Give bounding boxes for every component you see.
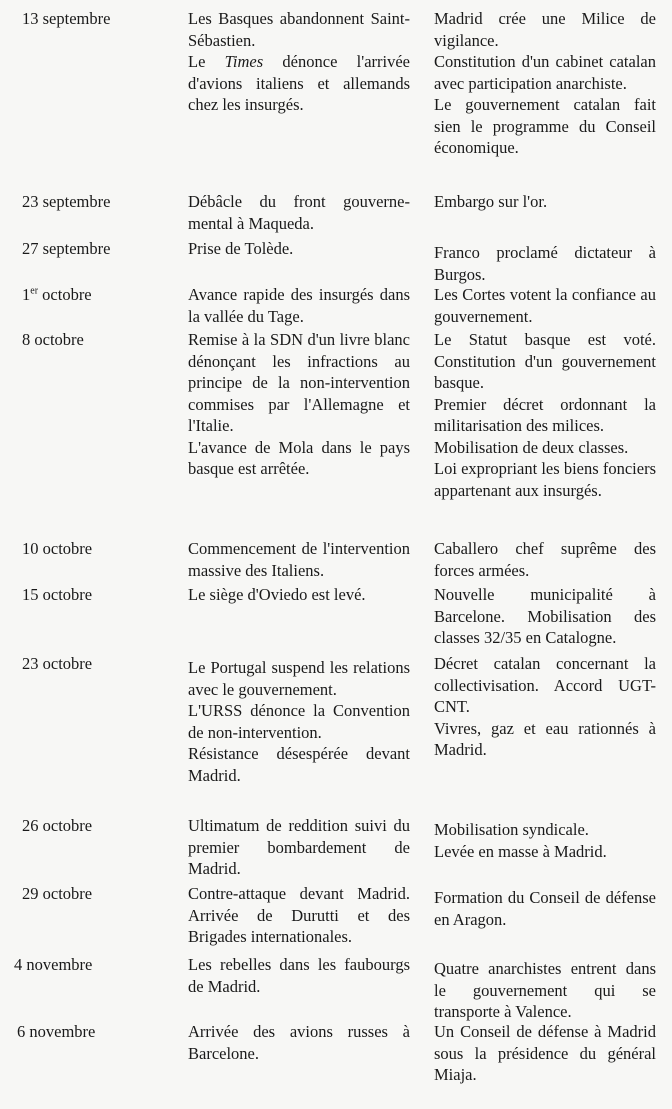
event-text-italic: Times [224, 52, 264, 71]
event-text: Prise de Tolède. [188, 239, 294, 258]
events-column [188, 329, 410, 480]
politics-text: Un Conseil de défense à Madrid sous la présidence du général Miaja. [434, 1022, 656, 1084]
events-column [188, 657, 410, 786]
row-date: 23 septembre [22, 192, 111, 211]
event-text: Remise à la SDN d'un livre blanc dénonçant les infractions au principe de la non-intervention commises par l'Allemagne et l'Italie. [188, 330, 410, 435]
politics-text: Caballero chef suprême des forces armées. [434, 539, 656, 580]
events-column [188, 284, 410, 327]
date-ordinal: er [30, 285, 39, 297]
date-day: 1 [22, 285, 31, 304]
events-column [188, 883, 410, 948]
politics-column [434, 584, 656, 649]
politics-column [434, 284, 656, 327]
politics-text: Les Cortes votent la confiance au gouvernement. [434, 285, 656, 326]
event-text: Le Portugal suspend les relations avec le gouvernement. [188, 658, 410, 699]
event-text: Les Basques abandonnent Saint-Sébastien. [188, 9, 410, 50]
politics-text: Premier décret ordonnant la militarisation des milices. [434, 394, 656, 435]
event-text [188, 51, 410, 116]
event-text: Débâcle du front gouverne-mental à Maqueda. [188, 192, 410, 233]
row-date [22, 284, 172, 305]
events-column [188, 238, 410, 260]
row-date: 29 octobre [22, 884, 93, 903]
event-text: L'URSS dénonce la Convention de non-intervention. [188, 701, 410, 742]
row-date: 10 octobre [22, 539, 93, 558]
politics-column [434, 958, 656, 1023]
politics-column [434, 8, 656, 159]
politics-column [434, 191, 656, 213]
event-text-part: dénonce l'arrivée d'avions italiens et allemands chez les insurgés. [188, 52, 410, 114]
event-text: L'avance de Mola dans le pays basque est arrêtée. [188, 437, 410, 478]
events-column [188, 8, 410, 116]
politics-text: Mobilisation syndicale. [434, 820, 589, 839]
event-text: Contre-attaque devant Madrid. Arrivée de Durutti et des Brigades internationales. [188, 884, 410, 946]
row-date: 23 octobre [22, 654, 93, 673]
politics-column [434, 329, 656, 501]
row-date: 15 octobre [22, 585, 93, 604]
politics-text: Levée en masse à Madrid. [434, 841, 607, 861]
row-date: 26 octobre [22, 816, 93, 835]
politics-text: Formation du Conseil de défense en Aragon. [434, 888, 656, 929]
politics-column [434, 538, 656, 581]
politics-column [434, 887, 656, 930]
events-column [188, 191, 410, 234]
event-text: Ultimatum de reddition suivi du premier bombardement de Madrid. [188, 816, 410, 878]
event-text: Les rebelles dans les faubourgs de Madrid. [188, 955, 410, 996]
row-date: 8 octobre [22, 330, 84, 349]
politics-column [434, 1021, 656, 1086]
politics-text: Mobilisation de deux classes. [434, 437, 629, 457]
date-month: octobre [38, 285, 92, 304]
politics-column [434, 653, 656, 761]
politics-text: Nouvelle municipalité à Barcelone. Mobilisation des classes 32/35 en Catalogne. [434, 585, 656, 647]
politics-text: Décret catalan concernant la collectivisation. Accord UGT-CNT. [434, 654, 656, 716]
politics-text: Le Statut basque est voté. Constitution d'un gouvernement basque. [434, 330, 656, 392]
politics-text: Embargo sur l'or. [434, 192, 548, 211]
politics-text: Vivres, gaz et eau rationnés à Madrid. [434, 718, 656, 759]
event-text: Résistance désespérée devant Madrid. [188, 744, 410, 785]
event-text-part: Le [188, 52, 225, 71]
row-date: 13 septembre [22, 9, 111, 28]
event-text: Le siège d'Oviedo est levé. [188, 585, 366, 604]
events-column [188, 538, 410, 581]
events-column [188, 584, 410, 606]
row-date: 6 novembre [17, 1022, 96, 1041]
politics-text: Loi expropriant les biens fonciers appartenant aux insurgés. [434, 459, 656, 500]
politics-text: Franco proclamé dictateur à Burgos. [434, 243, 656, 284]
events-column [188, 815, 410, 880]
event-text: Commencement de l'intervention massive des Italiens. [188, 539, 410, 580]
row-date: 4 novembre [14, 955, 93, 974]
events-column [188, 954, 410, 997]
row-date: 27 septembre [22, 239, 111, 258]
politics-text: Le gouvernement catalan fait sien le programme du Conseil économique. [434, 95, 656, 157]
event-text: Avance rapide des insurgés dans la vallée du Tage. [188, 285, 410, 326]
politics-text: Madrid crée une Milice de vigilance. [434, 9, 656, 50]
politics-text: Quatre anarchistes entrent dans le gouvernement qui se transporte à Valence. [434, 959, 656, 1021]
events-column [188, 1021, 410, 1064]
politics-column [434, 819, 656, 862]
politics-column [434, 242, 656, 285]
politics-text: Constitution d'un cabinet catalan avec participation anarchiste. [434, 52, 656, 93]
event-text: Arrivée des avions russes à Barcelone. [188, 1022, 410, 1063]
